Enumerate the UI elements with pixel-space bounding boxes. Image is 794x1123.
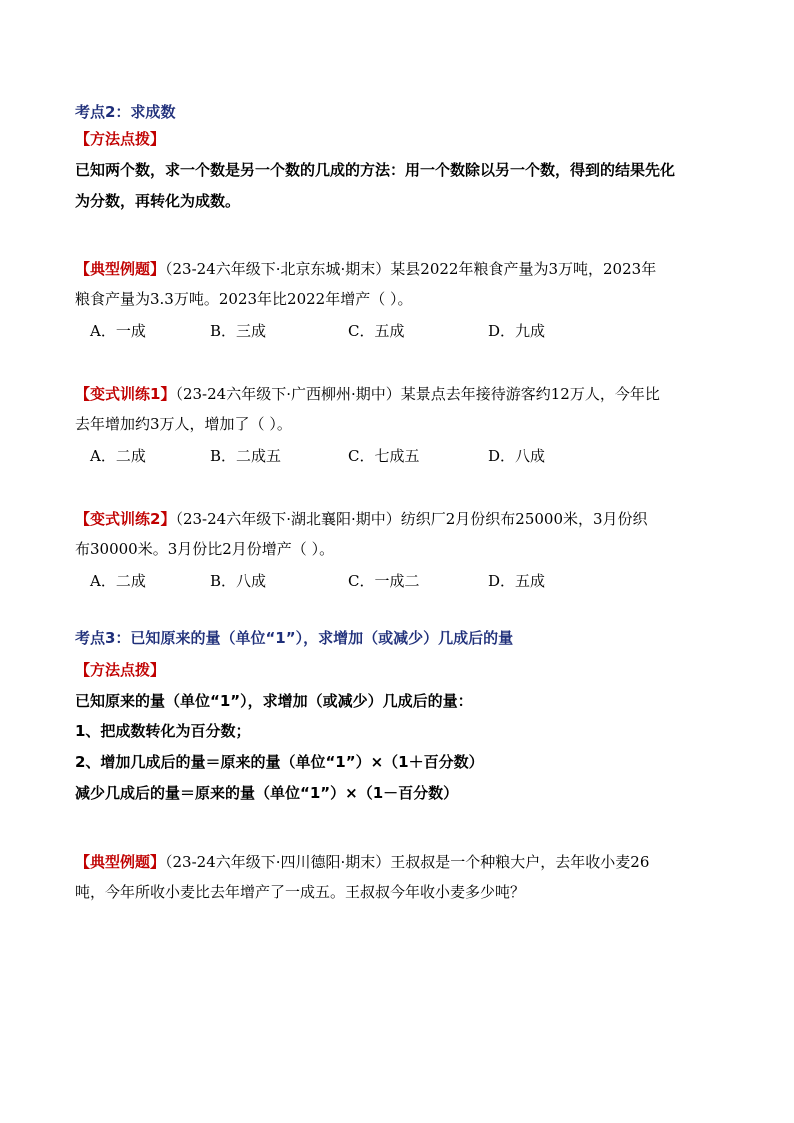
section2-method-line1: 已知两个数，求一个数是另一个数的几成的方法：用一个数除以另一个数，得到的结果先化 [75,161,676,179]
q4-line2: 吨，今年所收小麦比去年增产了一成五。王叔叔今年收小麦多少吨？ [75,883,526,901]
q3-tag: 【变式训练2】 [75,510,176,528]
section3-method-label: 【方法点拨】 [75,661,166,679]
section3-line2: 1、把成数转化为百分数； [75,722,251,740]
q3-option-b[interactable]: B．八成 [210,572,267,590]
q3-text1: （23-24六年级下·湖北襄阳·期中）纺织厂2月份织布25000米，3月份织 [175,510,648,528]
q4-text1: （23-24六年级下·四川德阳·期末）王叔叔是一个种粮大户，去年收小麦26 [165,853,650,871]
section2-method-label: 【方法点拨】 [75,130,166,148]
q2-option-d[interactable]: D．八成 [488,447,546,465]
q3-option-a[interactable]: A．二成 [90,572,146,590]
section3-line4: 减少几成后的量＝原来的量（单位“1”）×（1－百分数） [75,784,459,802]
q1-option-d[interactable]: D．九成 [488,322,546,340]
section2-heading: 考点2：求成数 [75,103,176,121]
q3-option-c[interactable]: C．一成二 [348,572,420,590]
q3-option-d[interactable]: D．五成 [488,572,546,590]
section2-method-line2: 为分数，再转化为成数。 [75,192,241,210]
q1-option-b[interactable]: B．三成 [210,322,267,340]
q2-line1 [75,383,660,404]
section3-heading: 考点3：已知原来的量（单位“1”），求增加（或减少）几成后的量 [75,629,514,647]
q1-text1: （23-24六年级下·北京东城·期末）某县2022年粮食产量为3万吨，2023年 [165,260,657,278]
q2-line2: 去年增加约3万人，增加了（ ）。 [75,415,292,433]
q4-line1 [75,851,649,872]
q2-option-a[interactable]: A．二成 [90,447,146,465]
q1-tag: 【典型例题】 [75,260,166,278]
q4-tag: 【典型例题】 [75,853,166,871]
section3-line1: 已知原来的量（单位“1”），求增加（或减少）几成后的量： [75,692,473,710]
q3-line1 [75,508,648,529]
q2-option-b[interactable]: B．二成五 [210,447,282,465]
q2-tag: 【变式训练1】 [75,385,176,403]
q1-line2: 粮食产量为3.3万吨。2023年比2022年增产（ ）。 [75,290,413,308]
q1-option-a[interactable]: A．一成 [90,322,146,340]
q2-text1: （23-24六年级下·广西柳州·期中）某景点去年接待游客约12万人，今年比 [175,385,660,403]
q1-line1 [75,258,656,279]
q3-line2: 布30000米。3月份比2月份增产（ ）。 [75,540,335,558]
section3-line3: 2、增加几成后的量＝原来的量（单位“1”）×（1＋百分数） [75,753,484,771]
q1-option-c[interactable]: C．五成 [348,322,405,340]
q2-option-c[interactable]: C．七成五 [348,447,420,465]
